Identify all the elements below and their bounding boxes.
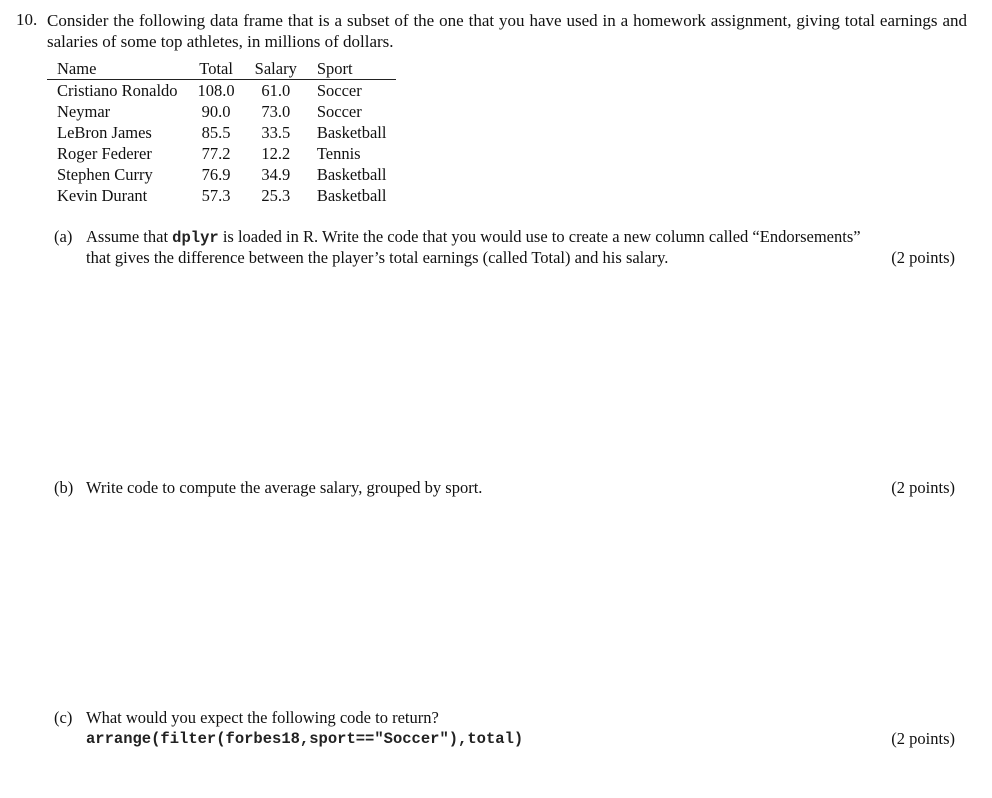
question-number: 10. <box>16 10 38 29</box>
cell-sport: Basketball <box>316 186 387 205</box>
cell-total: 85.5 <box>201 123 231 142</box>
cell-salary: 33.5 <box>261 123 291 142</box>
cell-name: Cristiano Ronaldo <box>57 81 178 100</box>
cell-sport: Soccer <box>316 81 362 100</box>
table-row <box>47 164 396 185</box>
part-c-label: (c) <box>54 708 73 727</box>
part-c-code: arrange(filter(forbes18,sport=="Soccer"),total) <box>86 730 524 748</box>
cell-total: 108.0 <box>197 81 235 100</box>
part-b-text: Write code to compute the average salary, grouped by sport. <box>86 478 483 497</box>
cell-sport: Tennis <box>316 144 361 163</box>
table-header-row <box>47 58 396 80</box>
part-a-text-line2: that gives the difference between the player’s total earnings (called Total) and his salary. <box>86 248 669 267</box>
part-a-text-after-code: is loaded in R. Write the code that you would use to create a new column called “Endorsements” <box>218 227 861 246</box>
cell-total: 76.9 <box>201 165 231 184</box>
cell-name: Stephen Curry <box>57 165 153 184</box>
part-a-text-before-code: Assume that <box>86 227 173 246</box>
cell-total: 57.3 <box>201 186 231 205</box>
part-c-points: (2 points) <box>891 729 955 748</box>
column-header-salary: Salary <box>245 58 307 80</box>
cell-name: Kevin Durant <box>57 186 148 205</box>
table-row <box>47 101 396 122</box>
part-b-label: (b) <box>54 478 74 497</box>
cell-total: 77.2 <box>201 144 231 163</box>
column-header-sport: Sport <box>307 58 397 80</box>
athletes-table <box>47 58 396 206</box>
cell-salary: 12.2 <box>261 144 291 163</box>
column-header-name: Name <box>47 58 188 80</box>
cell-total: 90.0 <box>201 102 231 121</box>
cell-salary: 34.9 <box>261 165 291 184</box>
column-header-total: Total <box>188 58 245 80</box>
cell-name: Roger Federer <box>57 144 152 163</box>
cell-salary: 61.0 <box>261 81 291 100</box>
question-intro: Consider the following data frame that is a subset of the one that you have used in a homework assignment, giving total earnings and salaries of some top athletes, in millions of dollars. <box>47 11 967 51</box>
part-a-points: (2 points) <box>891 248 955 267</box>
part-a-text-line1 <box>86 226 861 249</box>
cell-sport: Basketball <box>316 123 387 142</box>
part-c-text: What would you expect the following code to return? <box>86 708 439 727</box>
part-a-code-dplyr: dplyr <box>172 229 219 247</box>
cell-sport: Basketball <box>316 165 387 184</box>
table-row <box>47 122 396 143</box>
table-row <box>47 185 396 206</box>
part-b-points: (2 points) <box>891 478 955 497</box>
cell-name: LeBron James <box>57 123 152 142</box>
cell-name: Neymar <box>57 102 111 121</box>
cell-salary: 73.0 <box>261 102 291 121</box>
table-row <box>47 80 396 102</box>
cell-salary: 25.3 <box>261 186 291 205</box>
cell-sport: Soccer <box>316 102 362 121</box>
table-row <box>47 143 396 164</box>
part-a-label: (a) <box>54 227 73 246</box>
